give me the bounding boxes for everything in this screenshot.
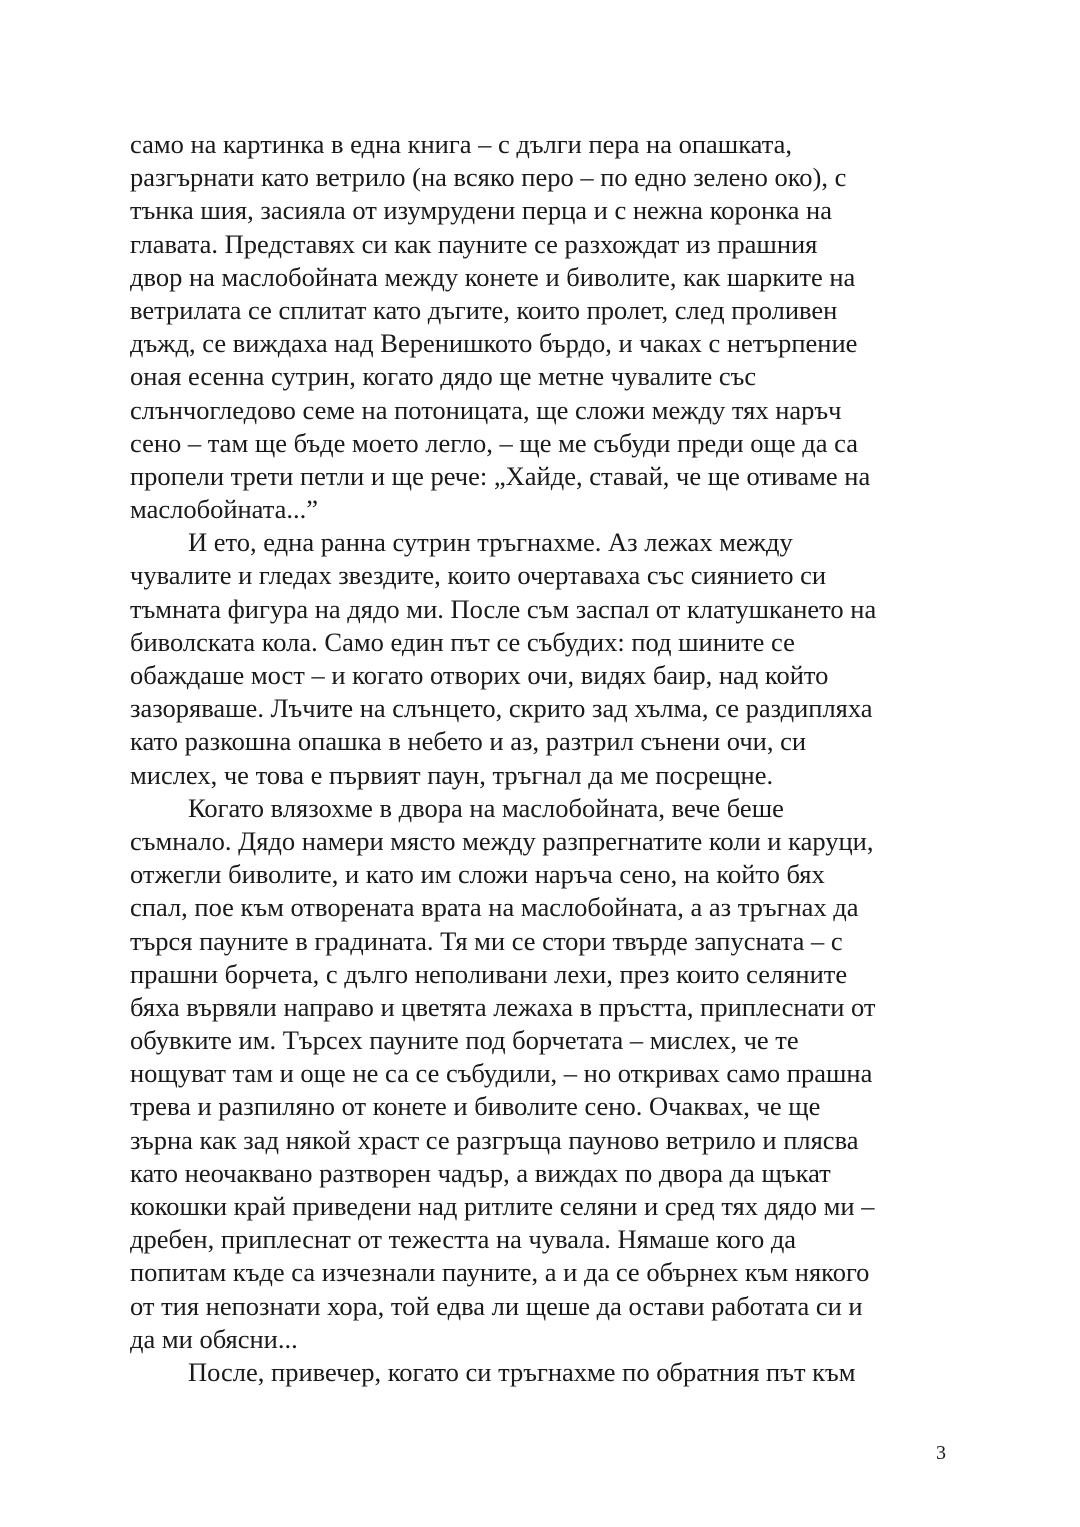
text-line: тънка шия, засияла от изумрудени перца и с нежна коронка на (130, 195, 832, 226)
text-line: от тия непознати хора, той едва ли щеше да остави работата си и (130, 1290, 863, 1321)
text-line: отжегли биволите, и като им сложи наръча сено, на който бях (130, 859, 825, 890)
text-line: трева и разпиляно от конете и биволите сено. Очаквах, че ще (130, 1091, 821, 1122)
text-line: кокошки край приведени над ритлите селяни и сред тях дядо ми – (130, 1191, 875, 1221)
text-line: пропели трети петли и ще рече: „Хайде, ставай, че ще отиваме на (130, 460, 871, 491)
text-line: главата. Представях си как пауните се разхождат из прашния (130, 228, 818, 259)
body-text (130, 128, 960, 1389)
text-line: като неочаквано разтворен чадър, а виждах по двора да щъкат (130, 1157, 831, 1188)
text-line: съмнало. Дядо намери място между разпрегнатите коли и каруци, (130, 825, 874, 856)
text-line: прашни борчета, с дълго неполивани лехи, през които селяните (130, 958, 848, 989)
text-line: разгърнати като ветрило (на всяко перо – по едно зелено око), с (130, 162, 847, 193)
text-line: чувалите и гледах звездите, които очертаваха със сиянието си (130, 560, 827, 591)
text-line: нощуват там и още не са се събудили, – но откривах само прашна (130, 1058, 873, 1089)
text-line: После, привечер, когато си тръгнахме по обратния път към (188, 1356, 856, 1387)
text-line: да ми обясни... (130, 1323, 298, 1354)
text-line: мислех, че това е първият паун, тръгнал да ме посрещне. (130, 759, 774, 790)
text-line: попитам къде са изчезнали пауните, а и да се обърнех към някого (130, 1257, 870, 1288)
text-line: сено – там ще бъде моето легло, – ще ме събуди преди още да са (130, 427, 858, 458)
text-line: И ето, една ранна сутрин тръгнахме. Аз лежах между (188, 527, 793, 558)
text-line: обувките им. Търсех пауните под борчетата – мислех, че те (130, 1025, 799, 1056)
text-line: слънчогледово семе на потоницата, ще сложи между тях наръч (130, 394, 842, 425)
text-line: дребен, приплеснат от тежестта на чувала. Нямаше кого да (130, 1224, 797, 1255)
text-line: само на картинка в една книга – с дълги пера на опашката, (130, 129, 793, 159)
text-line: двор на маслобойната между конете и биволите, как шарките на (130, 261, 856, 292)
text-line: търся пауните в градината. Тя ми се стори твърде запусната – с (130, 925, 843, 956)
text-line: зърна как зад някой храст се разгръща пауново ветрило и плясва (130, 1124, 859, 1155)
text-line: бяха вървяли направо и цветята лежаха в пръстта, приплеснати от (130, 991, 876, 1022)
text-line: дъжд, се виждаха над Веренишкото бърдо, и чаках с нетърпение (130, 328, 858, 359)
text-line: Когато влязохме в двора на маслобойната, вече беше (188, 792, 784, 823)
text-line: зазоряваше. Лъчите на слънцето, скрито зад хълма, се раздипляха (130, 693, 873, 724)
page-number: 3 (936, 1442, 946, 1464)
text-line: ветрилата се сплитат като дъгите, които пролет, след проливен (130, 294, 838, 325)
text-line: оная есенна сутрин, когато дядо ще метне чувалите със (130, 361, 757, 392)
text-line: биволската кола. Само един път се събудих: под шините се (130, 626, 795, 657)
text-line: спал, пое към отворената врата на маслобойната, а аз тръгнах да (130, 892, 859, 923)
text-line: като разкошна опашка в небето и аз, разтрил сънени очи, си (130, 726, 807, 757)
text-line: обаждаше мост – и когато отворих очи, видях баир, над който (130, 660, 829, 690)
text-line: маслобойната...” (130, 494, 319, 525)
text-line: тъмната фигура на дядо ми. После съм заспал от клатушкането на (130, 593, 877, 624)
